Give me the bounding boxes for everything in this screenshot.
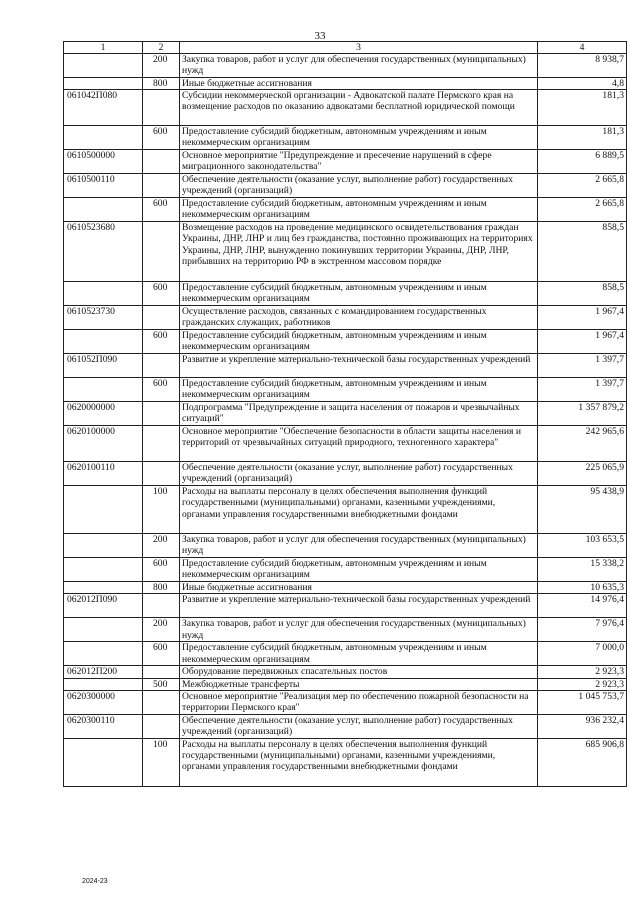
row-code: 0620100000 [64, 426, 143, 462]
row-code [64, 642, 143, 666]
row-amount: 15 338,2 [538, 558, 627, 582]
row-code: 0620300000 [64, 690, 143, 714]
table-row [64, 738, 627, 786]
row-expense-type [143, 462, 180, 486]
row-code [64, 558, 143, 582]
page-number: 33 [314, 30, 326, 42]
row-code: 0620300110 [64, 714, 143, 738]
row-description: Подпрограмма "Предупреждение и защита населения от пожаров и чрезвычайных ситуаций" [180, 402, 538, 426]
row-amount: 181,3 [538, 126, 627, 150]
row-expense-type: 500 [143, 678, 180, 690]
row-code [64, 330, 143, 354]
header-col-3: 3 [180, 42, 538, 54]
row-expense-type: 100 [143, 738, 180, 786]
row-description: Предоставление субсидий бюджетным, автономным учреждениям и иным некоммерческим организациям [180, 558, 538, 582]
row-expense-type [143, 174, 180, 198]
header-col-4: 4 [538, 42, 627, 54]
row-amount: 7 000,0 [538, 642, 627, 666]
row-expense-type [143, 714, 180, 738]
budget-table [63, 41, 627, 787]
row-expense-type: 600 [143, 330, 180, 354]
table-row [64, 534, 627, 558]
row-expense-type [143, 90, 180, 126]
table-row [64, 306, 627, 330]
row-amount: 4,8 [538, 78, 627, 90]
row-code [64, 738, 143, 786]
row-expense-type: 600 [143, 378, 180, 402]
row-expense-type [143, 222, 180, 282]
row-amount: 1 357 879,2 [538, 402, 627, 426]
row-amount: 1 967,4 [538, 306, 627, 330]
row-code: 0610500110 [64, 174, 143, 198]
row-description: Предоставление субсидий бюджетным, автономным учреждениям и иным некоммерческим организациям [180, 126, 538, 150]
row-amount: 10 635,3 [538, 582, 627, 594]
row-description: Развитие и укрепление материально-технической базы государственных учреждений [180, 354, 538, 378]
table-header [64, 42, 627, 54]
row-expense-type: 200 [143, 534, 180, 558]
row-amount: 1 045 753,7 [538, 690, 627, 714]
row-amount: 1 397,7 [538, 378, 627, 402]
row-amount: 2 923,3 [538, 678, 627, 690]
row-code [64, 54, 143, 78]
row-code [64, 618, 143, 642]
row-expense-type: 600 [143, 198, 180, 222]
row-expense-type: 600 [143, 282, 180, 306]
row-expense-type [143, 666, 180, 678]
row-expense-type: 200 [143, 618, 180, 642]
row-description: Закупка товаров, работ и услуг для обеспечения государственных (муниципальных) нужд [180, 54, 538, 78]
row-description: Предоставление субсидий бюджетным, автономным учреждениям и иным некоммерческим организациям [180, 198, 538, 222]
row-code: 0620100110 [64, 462, 143, 486]
row-description: Межбюджетные трансферты [180, 678, 538, 690]
row-expense-type: 600 [143, 642, 180, 666]
table-row [64, 222, 627, 282]
row-expense-type: 600 [143, 126, 180, 150]
row-amount: 181,3 [538, 90, 627, 126]
row-code: 0610523680 [64, 222, 143, 282]
row-code: 0610500000 [64, 150, 143, 174]
table-row [64, 678, 627, 690]
row-code [64, 126, 143, 150]
row-description: Основное мероприятие "Обеспечение безопасности в области защиты населения и территорий от чрезвычайных ситуаций природного, техногенного характера" [180, 426, 538, 462]
header-col-2: 2 [143, 42, 180, 54]
table-row [64, 402, 627, 426]
table-row [64, 642, 627, 666]
row-description: Осуществление расходов, связанных с командированием государственных гражданских служащих, работников [180, 306, 538, 330]
row-code [64, 78, 143, 90]
table-row [64, 486, 627, 534]
row-amount: 685 906,8 [538, 738, 627, 786]
row-description: Обеспечение деятельности (оказание услуг, выполнение работ) государственных учреждений (организаций) [180, 174, 538, 198]
row-description: Предоставление субсидий бюджетным, автономным учреждениям и иным некоммерческим организациям [180, 642, 538, 666]
row-amount: 6 889,5 [538, 150, 627, 174]
table-row [64, 558, 627, 582]
row-code: 062012П090 [64, 594, 143, 618]
header-col-1: 1 [64, 42, 143, 54]
table-row [64, 198, 627, 222]
row-amount: 2 923,3 [538, 666, 627, 678]
table-row [64, 714, 627, 738]
footer-code: 2024-23 [82, 878, 108, 885]
row-amount: 95 438,9 [538, 486, 627, 534]
table-row [64, 174, 627, 198]
row-expense-type: 800 [143, 78, 180, 90]
row-description: Возмещение расходов на проведение медицинского освидетельствования граждан Украины, ДНР, ЛНР и лиц без гражданства, постоянно проживающих на территориях Украины, ДНР, ЛНР, вынужденно покинувших территории Украины, ДНР, ЛНР, прибывших на территорию РФ в экстренном массовом порядке [180, 222, 538, 282]
table-row [64, 666, 627, 678]
row-description: Иные бюджетные ассигнования [180, 78, 538, 90]
row-amount: 242 965,6 [538, 426, 627, 462]
row-amount: 103 653,5 [538, 534, 627, 558]
row-expense-type [143, 150, 180, 174]
row-description: Развитие и укрепление материально-технической базы государственных учреждений [180, 594, 538, 618]
row-description: Оборудование передвижных спасательных постов [180, 666, 538, 678]
table-row [64, 150, 627, 174]
row-amount: 1 397,7 [538, 354, 627, 378]
row-amount: 14 976,4 [538, 594, 627, 618]
row-code [64, 582, 143, 594]
row-expense-type: 200 [143, 54, 180, 78]
table-row [64, 126, 627, 150]
table-row [64, 690, 627, 714]
table-row [64, 594, 627, 618]
row-description: Закупка товаров, работ и услуг для обеспечения государственных (муниципальных) нужд [180, 618, 538, 642]
table-body [64, 54, 627, 787]
row-description: Основное мероприятие "Реализация мер по обеспечению пожарной безопасности на территории Пермского края" [180, 690, 538, 714]
row-description: Предоставление субсидий бюджетным, автономным учреждениям и иным некоммерческим организациям [180, 282, 538, 306]
row-amount: 1 967,4 [538, 330, 627, 354]
row-description: Предоставление субсидий бюджетным, автономным учреждениям и иным некоммерческим организациям [180, 378, 538, 402]
row-code: 061052П090 [64, 354, 143, 378]
row-description: Обеспечение деятельности (оказание услуг, выполнение работ) государственных учреждений (организаций) [180, 714, 538, 738]
table-row [64, 618, 627, 642]
table-row [64, 582, 627, 594]
row-amount: 2 665,8 [538, 174, 627, 198]
row-description: Закупка товаров, работ и услуг для обеспечения государственных (муниципальных) нужд [180, 534, 538, 558]
row-description: Субсидии некоммерческой организации - Адвокатской палате Пермского края на возмещение расходов по оказанию адвокатами бесплатной юридической помощи [180, 90, 538, 126]
row-expense-type: 100 [143, 486, 180, 534]
row-code: 062012П200 [64, 666, 143, 678]
row-amount: 225 065,9 [538, 462, 627, 486]
row-expense-type [143, 354, 180, 378]
table-row [64, 54, 627, 78]
table-row [64, 90, 627, 126]
table-row [64, 78, 627, 90]
row-expense-type [143, 426, 180, 462]
row-code: 061042П080 [64, 90, 143, 126]
row-code [64, 198, 143, 222]
row-amount: 858,5 [538, 282, 627, 306]
row-code [64, 378, 143, 402]
row-code [64, 534, 143, 558]
row-amount: 936 232,4 [538, 714, 627, 738]
row-code [64, 486, 143, 534]
table-row [64, 378, 627, 402]
row-expense-type [143, 306, 180, 330]
row-amount: 7 976,4 [538, 618, 627, 642]
row-description: Расходы на выплаты персоналу в целях обеспечения выполнения функций государственными (муниципальными) органами, казенными учреждениями, органами управления государственными внебюджетными фондами [180, 486, 538, 534]
row-code: 0610523730 [64, 306, 143, 330]
row-description: Расходы на выплаты персоналу в целях обеспечения выполнения функций государственными (муниципальными) органами, казенными учреждениями, органами управления государственными внебюджетными фондами [180, 738, 538, 786]
table-row [64, 354, 627, 378]
row-code [64, 282, 143, 306]
row-amount: 2 665,8 [538, 198, 627, 222]
row-expense-type: 800 [143, 582, 180, 594]
row-expense-type [143, 690, 180, 714]
row-description: Предоставление субсидий бюджетным, автономным учреждениям и иным некоммерческим организациям [180, 330, 538, 354]
table-row [64, 330, 627, 354]
row-amount: 8 938,7 [538, 54, 627, 78]
table-row [64, 462, 627, 486]
table-row [64, 282, 627, 306]
row-description: Основное мероприятие "Предупреждение и пресечение нарушений в сфере миграционного законодательства" [180, 150, 538, 174]
row-expense-type [143, 402, 180, 426]
row-code [64, 678, 143, 690]
row-description: Обеспечение деятельности (оказание услуг, выполнение работ) государственных учреждений (организаций) [180, 462, 538, 486]
row-description: Иные бюджетные ассигнования [180, 582, 538, 594]
row-code: 0620000000 [64, 402, 143, 426]
row-expense-type: 600 [143, 558, 180, 582]
row-amount: 858,5 [538, 222, 627, 282]
table-row [64, 426, 627, 462]
row-expense-type [143, 594, 180, 618]
